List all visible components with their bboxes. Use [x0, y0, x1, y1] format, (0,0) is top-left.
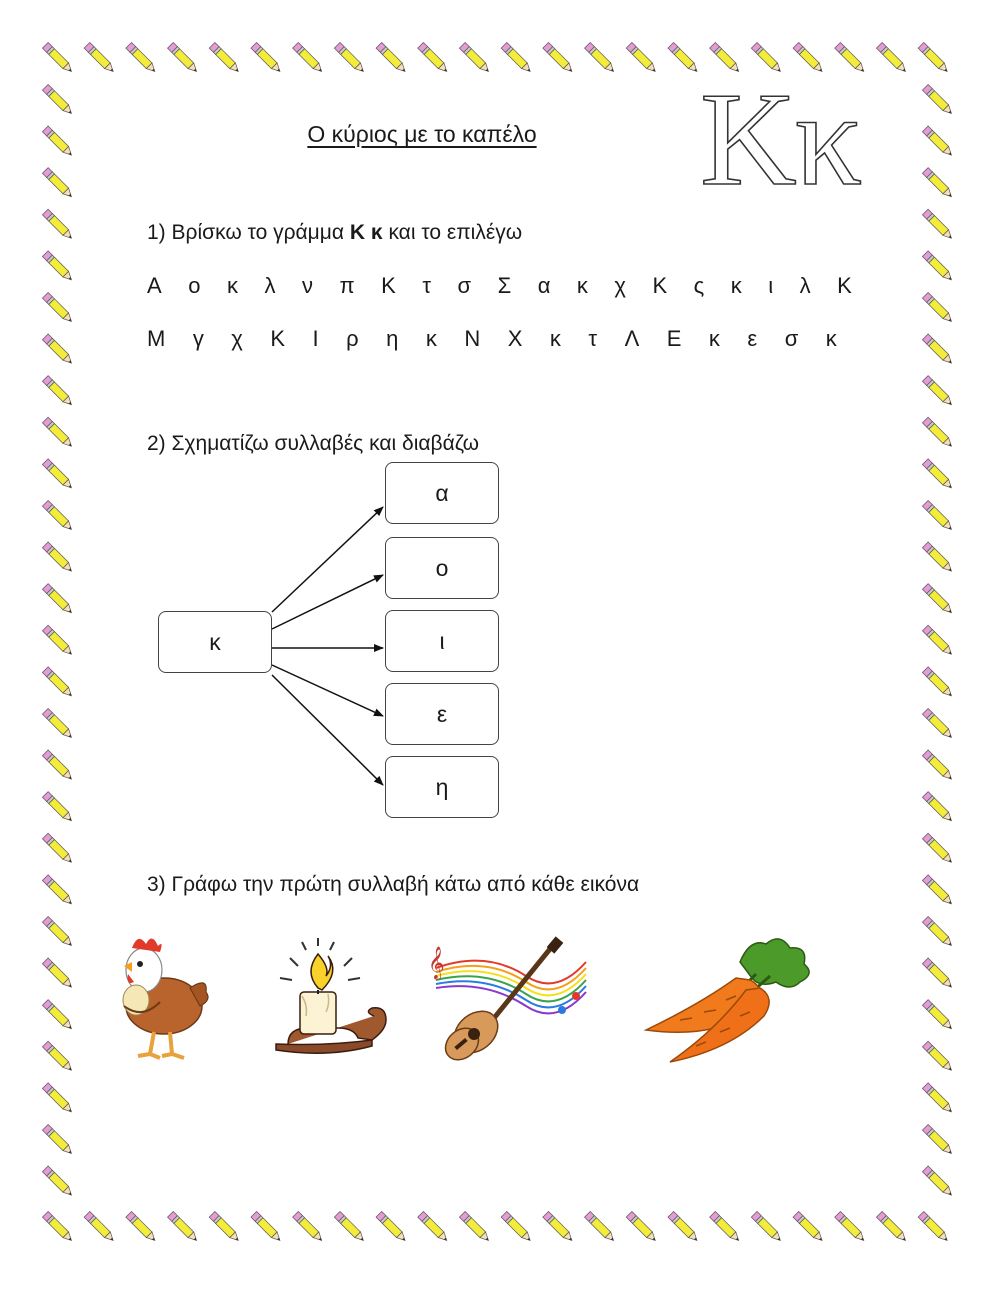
letter-choice[interactable]: χ — [231, 326, 243, 351]
svg-text:𝄞: 𝄞 — [428, 946, 445, 979]
letter-choice[interactable]: κ — [708, 326, 720, 351]
letter-choice[interactable]: ν — [301, 273, 313, 298]
q1-number: 1) — [147, 221, 166, 244]
letter-choice[interactable]: Ν — [464, 326, 481, 351]
letter-choice[interactable]: Ι — [312, 326, 319, 351]
guitar-image — [426, 936, 591, 1066]
question-2: 2) Σχηματίζω συλλαβές και διαβάζω — [147, 432, 479, 455]
letter-choice[interactable]: κ — [425, 326, 437, 351]
letter-choice[interactable]: α — [537, 273, 551, 298]
letter-choice[interactable]: κ — [576, 273, 588, 298]
candle-image — [268, 932, 398, 1062]
letter-choice[interactable]: Κ — [837, 273, 852, 298]
source-letter-box: κ — [158, 611, 272, 673]
question-3: 3) Γράφω την πρώτη συλλαβή κάτω από κάθε εικόνα — [147, 873, 640, 896]
letter-choice[interactable]: σ — [784, 326, 799, 351]
q1-text-before: Βρίσκω το γράμμα — [171, 221, 345, 244]
carrots-image — [640, 934, 820, 1064]
letter-choice[interactable]: κ — [226, 273, 238, 298]
vowel-box-e[interactable]: ε — [385, 683, 499, 745]
letter-choice[interactable]: λ — [799, 273, 811, 298]
letter-choice[interactable]: Κ — [381, 273, 396, 298]
letter-choice[interactable]: τ — [422, 273, 432, 298]
letter-choice[interactable]: γ — [192, 326, 204, 351]
letter-choice[interactable]: κ — [730, 273, 742, 298]
letter-choice[interactable]: ς — [693, 273, 705, 298]
letter-choice[interactable]: Κ — [270, 326, 286, 351]
arrow-to-a — [272, 507, 383, 612]
letter-choice[interactable]: τ — [588, 326, 598, 351]
vowel-box-o[interactable]: ο — [385, 537, 499, 599]
vowel-box-i[interactable]: ι — [385, 610, 499, 672]
hen-image — [102, 926, 212, 1066]
letter-choice[interactable]: κ — [825, 326, 837, 351]
letter-choice[interactable]: κ — [549, 326, 561, 351]
letter-choice[interactable]: χ — [614, 273, 626, 298]
letter-choice[interactable]: Σ — [497, 273, 512, 298]
vowel-box-a[interactable]: α — [385, 462, 499, 524]
vowel-box-eta[interactable]: η — [385, 756, 499, 818]
letter-choice[interactable]: Χ — [507, 326, 523, 351]
letter-choice[interactable]: ρ — [346, 326, 359, 351]
q1-bold-letters: Κ κ — [349, 221, 383, 244]
arrow-to-eta — [272, 675, 383, 785]
letter-choice[interactable]: ε — [747, 326, 758, 351]
q1-text-after: και το επιλέγω — [388, 221, 523, 244]
letter-choice[interactable]: Α — [147, 273, 162, 298]
letter-choice[interactable]: η — [386, 326, 399, 351]
page-title: Ο κύριος με το καπέλο — [307, 121, 537, 147]
letter-choice[interactable]: λ — [264, 273, 276, 298]
letter-k-outline: Κκ — [700, 65, 861, 213]
arrow-to-o — [272, 575, 383, 629]
letter-choice[interactable]: π — [339, 273, 355, 298]
letter-choice[interactable]: Μ — [147, 326, 166, 351]
letter-choice[interactable]: σ — [457, 273, 472, 298]
letter-choice[interactable]: Κ — [652, 273, 668, 298]
letter-choice[interactable]: Λ — [624, 326, 640, 351]
letter-choice[interactable]: ο — [188, 273, 201, 298]
letter-choice[interactable]: ι — [768, 273, 774, 298]
letter-choice[interactable]: Ε — [666, 326, 682, 351]
